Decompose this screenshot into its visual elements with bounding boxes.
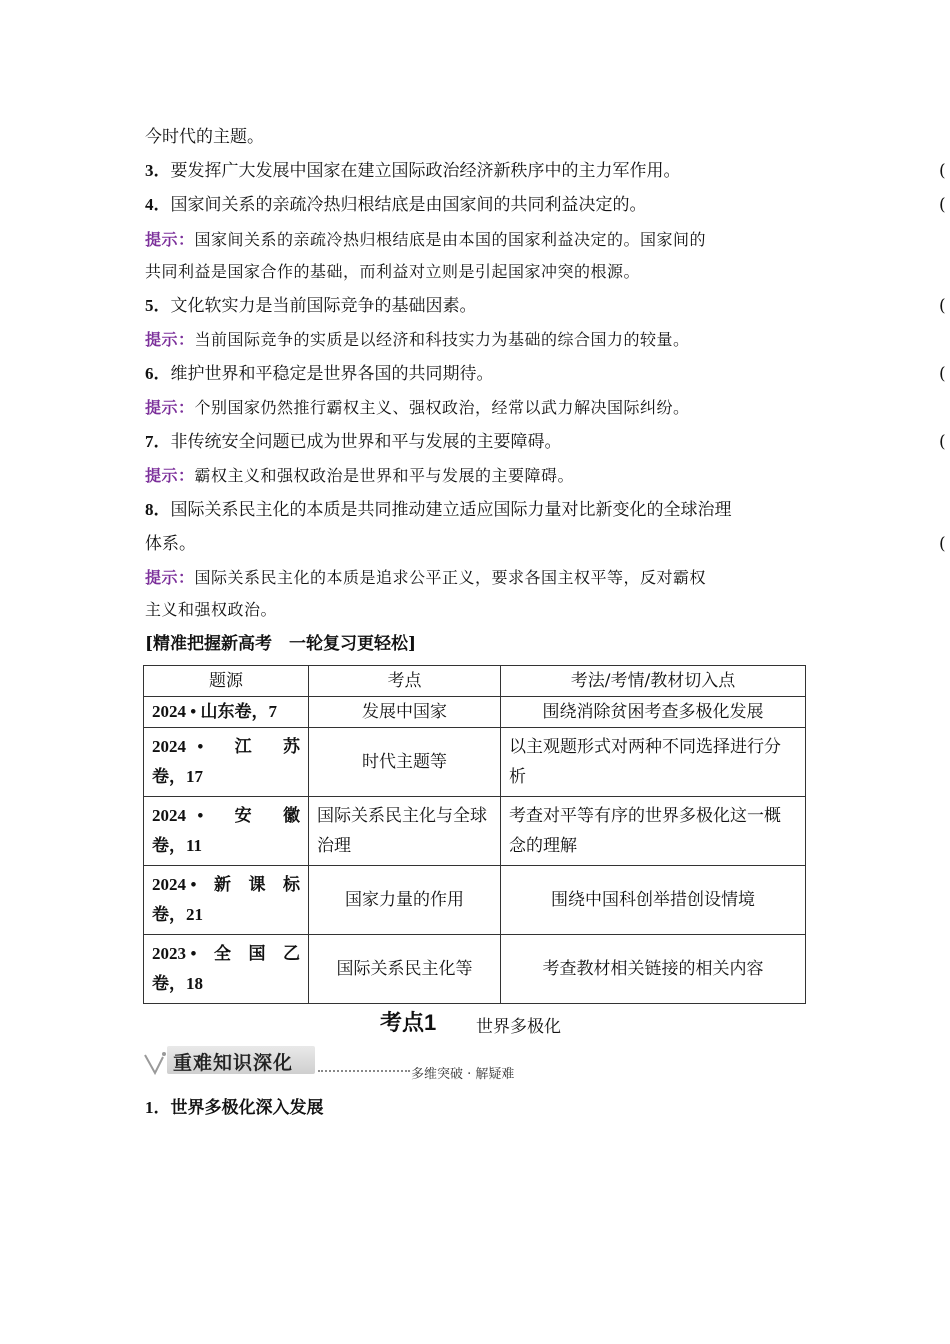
source-line: 2024 • 安 徽 [152, 806, 300, 825]
answer-paren: ( [939, 432, 946, 452]
table-header: 考点 [309, 666, 501, 697]
question-8: 8．国际关系民主化的本质是共同推动建立适应国际力量对比新变化的全球治理 [145, 500, 732, 520]
table-cell-method: 考查教材相关链接的相关内容 [501, 935, 806, 1004]
question-7: 7．非传统安全问题已成为世界和平与发展的主要障碍。 [145, 432, 562, 452]
question-6: 6．维护世界和平稳定是世界各国的共同期待。 [145, 364, 494, 384]
table-cell-method: 以主观题形式对两种不同选择进行分析 [501, 728, 806, 797]
table-row [144, 935, 806, 1004]
table-cell-point: 国际关系民主化与全球治理 [309, 797, 501, 866]
table-header-row [144, 666, 806, 697]
source-line: 卷，11 [152, 836, 203, 855]
table-header: 考法/考情/教材切入点 [501, 666, 806, 697]
question-3: 3．要发挥广大发展中国家在建立国际政治经济新秩序中的主力军作用。 [145, 161, 681, 181]
banner-subtitle: 多维突破 · 解疑难 [411, 1067, 515, 1082]
hint-4-cont: 共同利益是国家合作的基础，而利益对立则是引起国家冲突的根源。 [145, 262, 641, 281]
triangle-icon [143, 1051, 167, 1077]
hint-8-cont: 主义和强权政治。 [145, 600, 278, 619]
table-cell-source [144, 797, 309, 866]
table-cell-method: 考查对平等有序的世界多极化这一概念的理解 [501, 797, 806, 866]
source-line: 卷，21 [152, 905, 203, 924]
hint-6: 提示：个别国家仍然推行霸权主义、强权政治，经常以武力解决国际纠纷。 [145, 398, 690, 417]
answer-paren: ( [939, 195, 946, 215]
answer-paren: ( [939, 296, 946, 316]
banner-title: 重难知识深化 [173, 1052, 294, 1074]
kaodian-label: 考点1 [380, 1010, 437, 1035]
table-cell-method: 围绕中国科创举措创设情境 [501, 866, 806, 935]
hint-8: 提示：国际关系民主化的本质是追求公平正义，要求各国主权平等，反对霸权 [145, 568, 707, 587]
question-4: 4．国家间关系的亲疏冷热归根结底是由国家间的共同利益决定的。 [145, 195, 647, 215]
table-row [144, 797, 806, 866]
section-title: [精准把握新高考 一轮复习更轻松] [145, 634, 417, 654]
table-cell-source: 2024 • 山东卷，7 [144, 697, 309, 728]
table-header: 题源 [144, 666, 309, 697]
answer-paren: ( [939, 534, 946, 554]
banner-divider [318, 1070, 410, 1072]
table-cell-source [144, 935, 309, 1004]
question-8-cont: 体系。 [145, 534, 196, 554]
table-cell-point: 时代主题等 [309, 728, 501, 797]
table-cell-point: 发展中国家 [309, 697, 501, 728]
hint-4: 提示：国家间关系的亲疏冷热归根结底是由本国的国家利益决定的。国家间的 [145, 230, 707, 249]
section-banner [143, 1046, 543, 1082]
table-cell-method: 围绕消除贫困考查多极化发展 [501, 697, 806, 728]
exam-source-table [143, 665, 806, 1004]
table-cell-point: 国家力量的作用 [309, 866, 501, 935]
table-cell-source [144, 866, 309, 935]
source-line: 卷，17 [152, 767, 203, 786]
question-5: 5．文化软实力是当前国际竞争的基础因素。 [145, 296, 477, 316]
source-line: 2023 • 全 国 乙 [152, 944, 300, 963]
text-line: 今时代的主题。 [145, 127, 264, 147]
table-row [144, 866, 806, 935]
table-cell-point: 国际关系民主化等 [309, 935, 501, 1004]
source-line: 2024 • 江 苏 [152, 737, 300, 756]
item-1: 1．世界多极化深入发展 [145, 1098, 324, 1118]
answer-paren: ( [939, 161, 946, 181]
table-row [144, 697, 806, 728]
source-line: 2024 • 新 课 标 [152, 875, 300, 894]
answer-paren: ( [939, 364, 946, 384]
source-line: 卷，18 [152, 974, 203, 993]
table-cell-source [144, 728, 309, 797]
table-row [144, 728, 806, 797]
hint-5: 提示：当前国际竞争的实质是以经济和科技实力为基础的综合国力的较量。 [145, 330, 690, 349]
kaodian-title: 世界多极化 [476, 1017, 561, 1037]
hint-7: 提示：霸权主义和强权政治是世界和平与发展的主要障碍。 [145, 466, 575, 485]
